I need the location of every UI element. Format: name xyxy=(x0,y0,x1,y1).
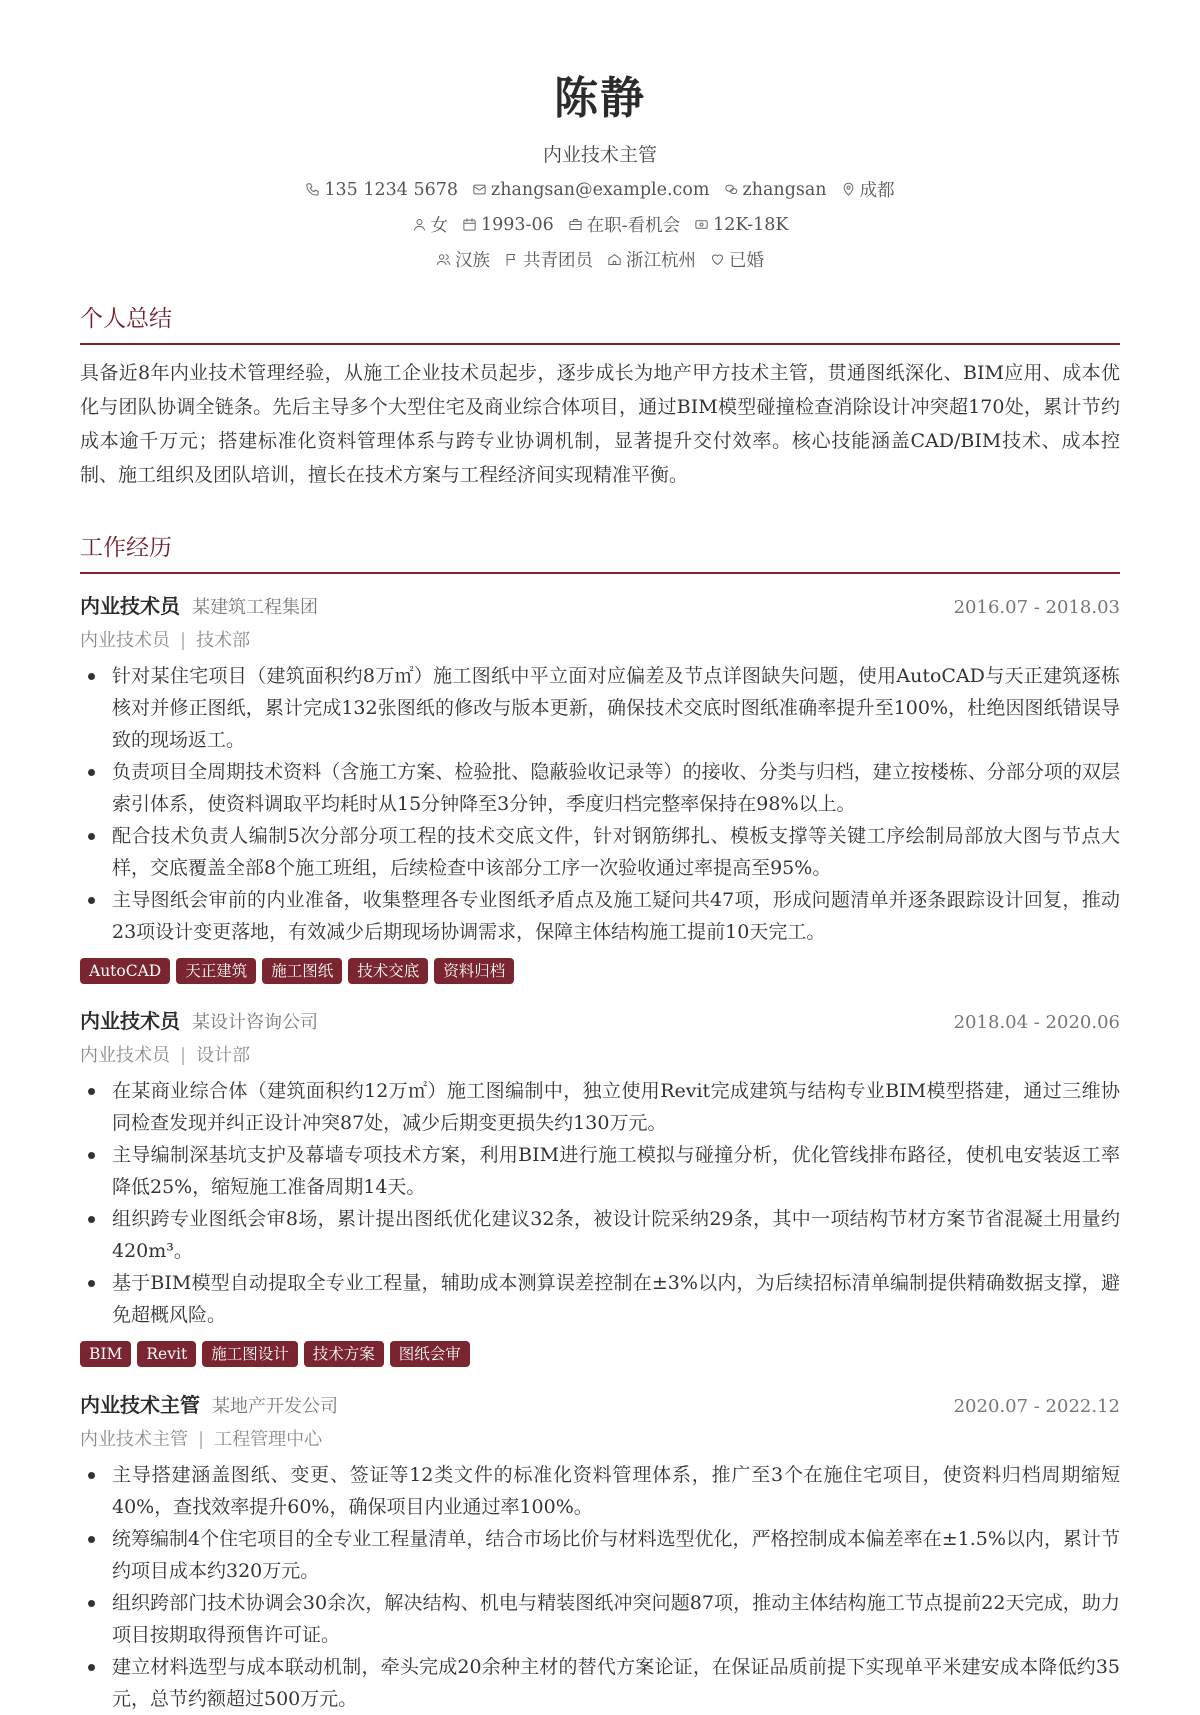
job-bullets xyxy=(80,1459,1120,1715)
bullet-item: 组织跨专业图纸会审8场，累计提出图纸优化建议32条，被设计院采纳29条，其中一项结构节材方案节省混凝土用量约420m³。 xyxy=(80,1203,1120,1267)
bullet-item: 主导图纸会审前的内业准备，收集整理各专业图纸矛盾点及施工疑问共47项，形成问题清单并逐条跟踪设计回复，推动23项设计变更落地，有效减少后期现场协调需求，保障主体结构施工提前10天完工。 xyxy=(80,884,1120,948)
job-header xyxy=(80,1005,1120,1035)
bullet-item: 主导编制深基坑支护及幕墙专项技术方案，利用BIM进行施工模拟与碰撞分析，优化管线排布路径，使机电安装返工率降低25%，缩短施工准备周期14天。 xyxy=(80,1139,1120,1203)
job-header xyxy=(80,1389,1120,1419)
job-subline: 内业技术员 | 技术部 xyxy=(80,630,251,651)
wechat-text: zhangsan xyxy=(742,179,827,200)
city-text: 成都 xyxy=(859,181,895,201)
bullet-item: 配合技术负责人编制5次分部分项工程的技术交底文件，针对钢筋绑扎、模板支撑等关键工序绘制局部放大图与节点大样，交底覆盖全部8个施工班组，后续检查中该部分工序一次验收通过率提高至95%。 xyxy=(80,820,1120,884)
job-position: 内业技术员 xyxy=(80,1045,170,1066)
phone-info[interactable] xyxy=(305,180,458,200)
job-date: 2016.07 - 2018.03 xyxy=(953,597,1120,618)
gender-info xyxy=(412,212,449,237)
summary-section-title: 个人总结 xyxy=(80,300,1120,345)
wechat-info[interactable] xyxy=(724,180,827,200)
skill-tags xyxy=(80,1341,1120,1367)
job-position: 内业技术主管 xyxy=(80,1429,188,1450)
skill-tag: Revit xyxy=(137,1341,196,1367)
city-info xyxy=(841,177,895,202)
skill-tag: BIM xyxy=(80,1341,131,1367)
birth-info xyxy=(462,215,554,235)
job-date: 2018.04 - 2020.06 xyxy=(953,1012,1120,1033)
gender-text: 女 xyxy=(430,216,449,236)
job-entry xyxy=(80,1389,1120,1715)
marital-text: 已婚 xyxy=(729,251,764,271)
bullet-item: 针对某住宅项目（建筑面积约8万㎡）施工图纸中平立面对应偏差及节点详图缺失问题，使用AutoCAD与天正建筑逐栋核对并修正图纸，累计完成132张图纸的修改与版本更新，确保技术交底时图纸准确率提升至100%，杜绝因图纸错误导致的现场返工。 xyxy=(80,660,1120,756)
political-info xyxy=(504,247,593,272)
extra-info-row xyxy=(0,247,1200,272)
briefcase-icon xyxy=(568,217,583,232)
status-text: 在职-看机会 xyxy=(586,216,681,236)
job-bullets xyxy=(80,660,1120,948)
bullet-item: 建立材料选型与成本联动机制，牵头完成20余种主材的替代方案论证，在保证品质前提下实现单平米建安成本降低约35元，总节约额超过500万元。 xyxy=(80,1651,1120,1715)
users-icon xyxy=(436,252,451,267)
job-department: 工程管理中心 xyxy=(214,1429,323,1450)
calendar-icon xyxy=(462,217,477,232)
hometown-text: 浙江杭州 xyxy=(626,251,696,271)
bullet-item: 主导搭建涵盖图纸、变更、签证等12类文件的标准化资料管理体系，推广至3个在施住宅项目，使资料归档周期缩短40%，查找效率提升60%，确保项目内业通过率100%。 xyxy=(80,1459,1120,1523)
job-company: 某地产开发公司 xyxy=(212,1396,338,1417)
skill-tags xyxy=(80,958,1120,984)
bullet-item: 负责项目全周期技术资料（含施工方案、检验批、隐蔽验收记录等）的接收、分类与归档，建立按楼栋、分部分项的双层索引体系，使资料调取平均耗时从15分钟降至3分钟，季度归档完整率保持在98%以上。 xyxy=(80,756,1120,820)
political-text: 共青团员 xyxy=(523,251,593,271)
job-role: 内业技术主管 xyxy=(80,1393,200,1417)
skill-tag: AutoCAD xyxy=(80,958,170,984)
user-icon xyxy=(412,217,427,232)
personal-row xyxy=(0,212,1200,237)
summary-text: 具备近8年内业技术管理经验，从施工企业技术员起步，逐步成长为地产甲方技术主管，贯通图纸深化、BIM应用、成本优化与团队协调全链条。先后主导多个大型住宅及商业综合体项目，通过BIM模型碰撞检查消除设计冲突超170处，累计节约成本逾千万元；搭建标准化资料管理体系与跨专业协调机制，显著提升交付效率。核心技能涵盖CAD/BIM技术、成本控制、施工组织及团队培训，擅长在技术方案与工程经济间实现精准平衡。 xyxy=(80,362,1120,486)
salary-info xyxy=(694,215,788,235)
job-subline: 内业技术主管 | 工程管理中心 xyxy=(80,1429,323,1450)
email-info[interactable] xyxy=(472,180,710,200)
phone-text: 135 1234 5678 xyxy=(324,179,458,200)
job-subline: 内业技术员 | 设计部 xyxy=(80,1045,251,1066)
job-position: 内业技术员 xyxy=(80,630,170,651)
job-department: 技术部 xyxy=(196,630,251,651)
contact-row xyxy=(0,177,1200,202)
mail-icon xyxy=(472,182,487,197)
job-role: 内业技术员 xyxy=(80,594,180,618)
bullet-item: 组织跨部门技术协调会30余次，解决结构、机电与精装图纸冲突问题87项，推动主体结构施工节点提前22天完成，助力项目按期取得预售许可证。 xyxy=(80,1587,1120,1651)
email-text: zhangsan@example.com xyxy=(491,179,710,200)
heart-icon xyxy=(710,252,725,267)
home-icon xyxy=(607,252,622,267)
bullet-item: 基于BIM模型自动提取全专业工程量，辅助成本测算误差控制在±3%以内，为后续招标清单编制提供精确数据支撑，避免超概风险。 xyxy=(80,1267,1120,1331)
job-department: 设计部 xyxy=(196,1045,251,1066)
skill-tag: 技术交底 xyxy=(348,958,428,984)
job-entry xyxy=(80,1005,1120,1367)
location-pin-icon xyxy=(841,182,856,197)
job-bullets xyxy=(80,1075,1120,1331)
hometown-info xyxy=(607,247,696,272)
job-entry xyxy=(80,590,1120,984)
status-info xyxy=(568,212,680,237)
job-company: 某设计咨询公司 xyxy=(192,1012,318,1033)
money-icon xyxy=(694,217,709,232)
marital-info xyxy=(710,247,764,272)
flag-icon xyxy=(504,252,519,267)
skill-tag: 资料归档 xyxy=(434,958,514,984)
bullet-item: 在某商业综合体（建筑面积约12万㎡）施工图编制中，独立使用Revit完成建筑与结构专业BIM模型搭建，通过三维协同检查发现并纠正设计冲突87处，减少后期变更损失约130万元。 xyxy=(80,1075,1120,1139)
skill-tag: 施工图纸 xyxy=(262,958,342,984)
wechat-icon xyxy=(724,182,739,197)
skill-tag: 图纸会审 xyxy=(390,1341,470,1367)
job-date: 2020.07 - 2022.12 xyxy=(953,1396,1120,1417)
target-job-title: 内业技术主管 xyxy=(542,144,657,166)
bullet-item: 统筹编制4个住宅项目的全专业工程量清单，结合市场比价与材料选型优化，严格控制成本偏差率在±1.5%以内，累计节约项目成本约320万元。 xyxy=(80,1523,1120,1587)
job-header xyxy=(80,590,1120,620)
ethnicity-info xyxy=(436,247,490,272)
skill-tag: 技术方案 xyxy=(304,1341,384,1367)
skill-tag: 施工图设计 xyxy=(202,1341,298,1367)
salary-text: 12K-18K xyxy=(713,214,789,235)
job-role: 内业技术员 xyxy=(80,1009,180,1033)
birth-text: 1993-06 xyxy=(481,214,554,235)
work-section-title: 工作经历 xyxy=(80,529,1120,574)
skill-tag: 天正建筑 xyxy=(176,958,256,984)
phone-icon xyxy=(305,182,320,197)
candidate-name: 陈静 xyxy=(554,73,646,124)
ethnicity-text: 汉族 xyxy=(455,251,490,271)
job-company: 某建筑工程集团 xyxy=(192,597,318,618)
